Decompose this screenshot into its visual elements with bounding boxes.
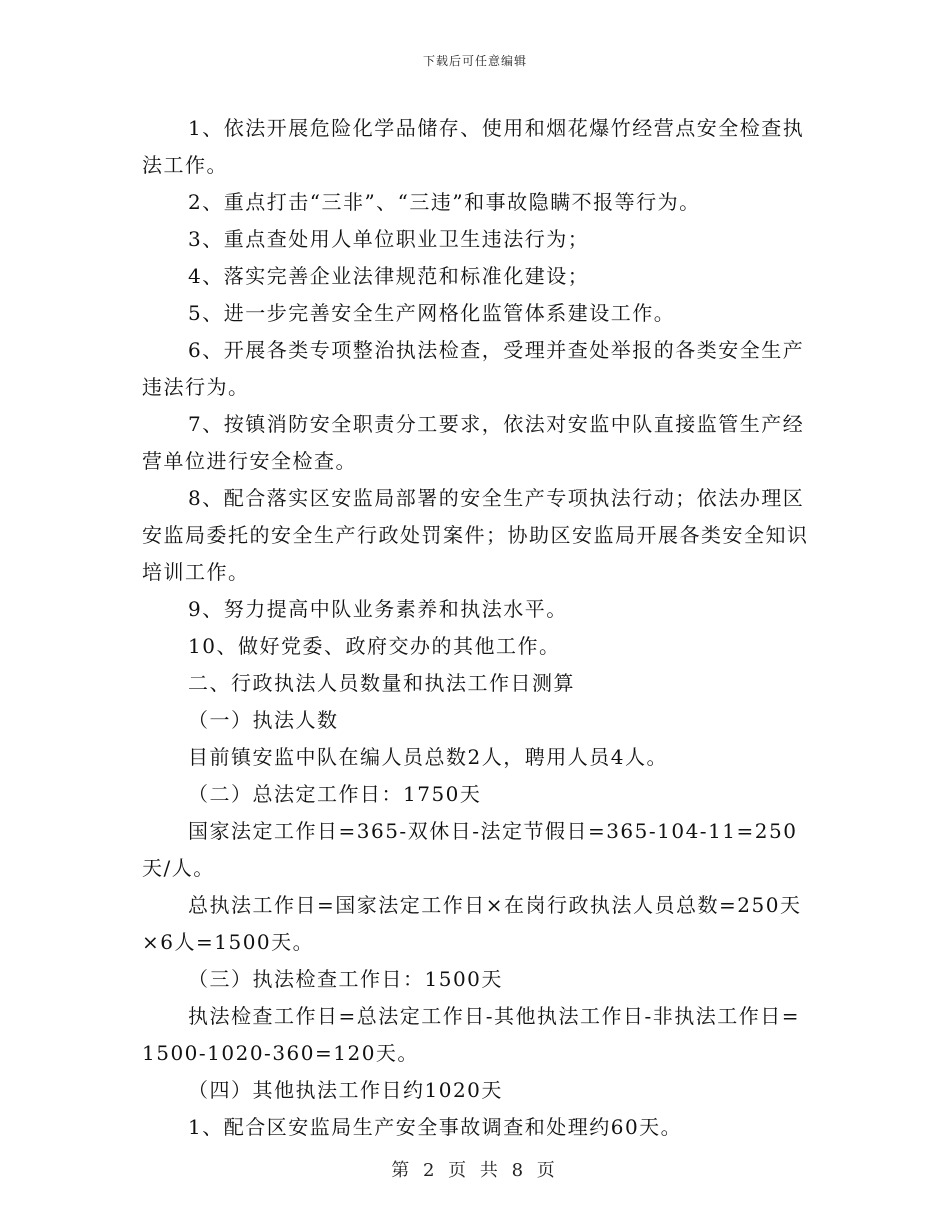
- paragraph-5: 5、进一步完善安全生产网格化监管体系建设工作。: [188, 301, 676, 325]
- subheading-2: （二）总法定工作日：1750天: [188, 782, 482, 806]
- formula-total-days: 总执法工作日=国家法定工作日×在岗行政执法人员总数=250天×6人=1500天。: [142, 893, 802, 954]
- page-footer: 第 2 页 共 8 页: [391, 1160, 559, 1181]
- paragraph-2: 2、重点打击“三非”、“三违”和事故隐瞒不报等行为。: [188, 190, 701, 214]
- page-header: 下载后可任意编辑: [422, 54, 527, 68]
- formula-inspection-days: 执法检查工作日=总法定工作日-其他执法工作日-非执法工作日=1500-1020-360=120天。: [142, 1004, 801, 1065]
- paragraph-6: 6、开展各类专项整治执法检查，受理并查处举报的各类安全生产违法行为。: [142, 338, 805, 399]
- staff-count: 目前镇安监中队在编人员总数2人，聘用人员4人。: [188, 745, 668, 769]
- paragraph-8: 8、配合落实区安监局部署的安全生产专项执法行动；依法办理区安监局委托的安全生产行政处罚案件；协助区安监局开展各类安全知识培训工作。: [142, 486, 809, 584]
- paragraph-9: 9、努力提高中队业务素养和执法水平。: [188, 597, 568, 621]
- section-heading-2: 二、行政执法人员数量和执法工作日测算: [188, 671, 575, 695]
- paragraph-other-1: 1、配合区安监局生产安全事故调查和处理约60天。: [188, 1115, 683, 1139]
- subheading-1: （一）执法人数: [188, 708, 339, 732]
- document-body: [142, 110, 812, 1146]
- paragraph-10: 10、做好党委、政府交办的其他工作。: [188, 634, 561, 658]
- paragraph-4: 4、落实完善企业法律规范和标准化建设；: [188, 264, 590, 288]
- subheading-4: （四）其他执法工作日约1020天: [188, 1078, 503, 1102]
- paragraph-7: 7、按镇消防安全职责分工要求，依法对安监中队直接监管生产经营单位进行安全检查。: [142, 412, 805, 473]
- subheading-3: （三）执法检查工作日：1500天: [188, 967, 503, 991]
- paragraph-3: 3、重点查处用人单位职业卫生违法行为；: [188, 227, 590, 251]
- formula-legal-days: 国家法定工作日=365-双休日-法定节假日=365-104-11=250天/人。: [142, 819, 798, 880]
- paragraph-1: 1、依法开展危险化学品储存、使用和烟花爆竹经营点安全检查执法工作。: [142, 116, 805, 177]
